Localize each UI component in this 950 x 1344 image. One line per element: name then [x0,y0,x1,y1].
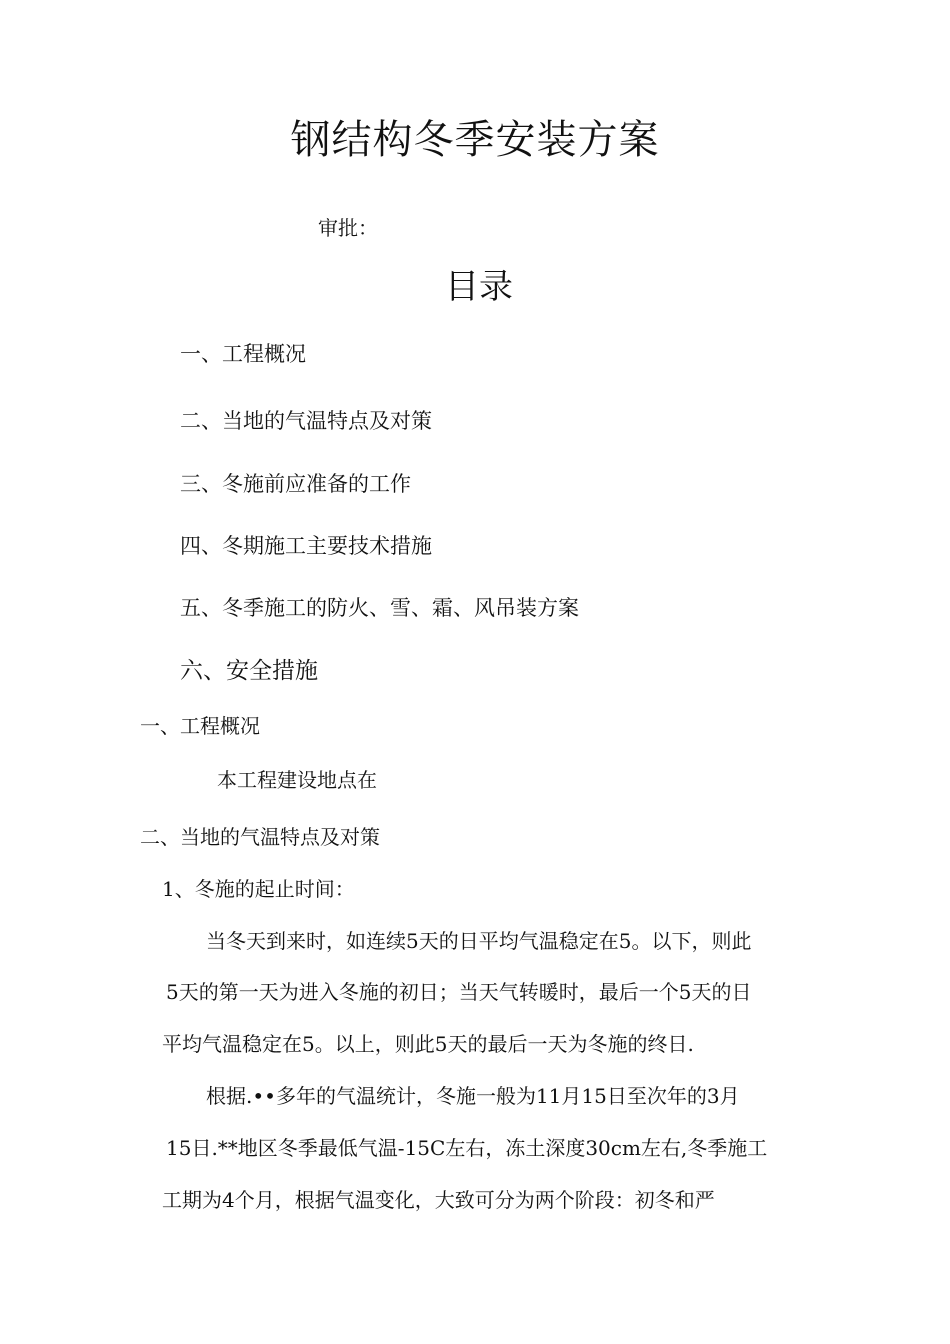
document-title: 钢结构冬季安装方案 [290,117,660,163]
toc-heading: 目录 [445,267,513,307]
toc-item-6: 六、安全措施 [180,658,318,684]
paragraph-2-line-3: 工期为4个月，根据气温变化，大致可分为两个阶段：初冬和严 [162,1188,715,1212]
section-1-heading: 一、工程概况 [140,714,260,738]
section-1-body: 本工程建设地点在 [217,768,377,792]
subsection-1-heading: 1、冬施的起止时间： [162,877,355,901]
paragraph-1-line-2: 5天的第一天为进入冬施的初日；当天气转暖时，最后一个5天的日 [166,980,752,1004]
paragraph-2-line-1: 根据.••多年的气温统计，冬施一般为11月15日至次年的3月 [206,1084,740,1108]
paragraph-1-line-1: 当冬天到来时，如连续5天的日平均气温稳定在5。以下，则此 [206,929,752,953]
toc-item-4: 四、冬期施工主要技术措施 [180,534,432,558]
toc-item-3: 三、冬施前应准备的工作 [180,472,411,496]
toc-item-5: 五、冬季施工的防火、雪、霜、风吊装方案 [180,596,579,620]
toc-item-1: 一、工程概况 [180,342,306,366]
toc-item-2: 二、当地的气温特点及对策 [180,409,432,433]
paragraph-2-line-2: 15日.**地区冬季最低气温-15C左右，冻土深度30cm左右,冬季施工 [166,1136,768,1160]
paragraph-1-line-3: 平均气温稳定在5。以上，则此5天的最后一天为冬施的终日. [162,1032,694,1056]
approval-label: 审批： [318,216,378,240]
section-2-heading: 二、当地的气温特点及对策 [140,825,380,849]
